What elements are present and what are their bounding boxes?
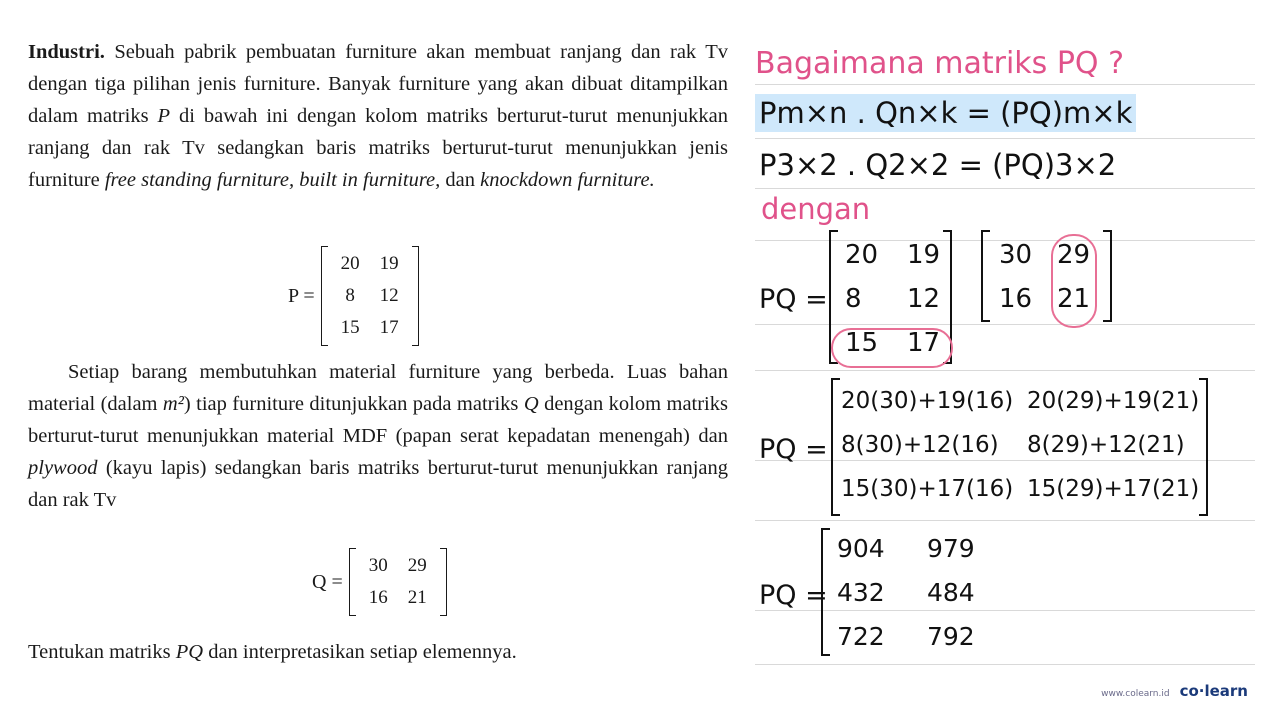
q-bracket-right bbox=[1103, 230, 1112, 322]
expansion-cell: 15(29)+17(21) bbox=[1027, 476, 1200, 502]
matrix-p-row bbox=[331, 312, 409, 344]
matrix-q-cell: 21 bbox=[407, 587, 427, 608]
q-hw-cell: 21 bbox=[1057, 284, 1091, 314]
p-hw-cell: 8 bbox=[845, 284, 862, 314]
result-cell: 432 bbox=[837, 578, 885, 607]
matrix-q-label: Q = bbox=[312, 570, 343, 593]
matrix-p-cell: 19 bbox=[379, 253, 399, 274]
q-hw-cell: 16 bbox=[999, 284, 1033, 314]
pq-label-1: PQ = bbox=[759, 284, 828, 315]
matrix-q-table bbox=[359, 550, 437, 614]
expansion-cell: 8(29)+12(21) bbox=[1027, 432, 1185, 458]
result-cell: 792 bbox=[927, 622, 975, 651]
row-circle-highlight bbox=[831, 328, 953, 368]
ruled-line bbox=[755, 664, 1255, 665]
matrix-q-row bbox=[359, 550, 437, 582]
expand-bracket-left bbox=[831, 378, 840, 516]
matrix-q-cell: 29 bbox=[407, 555, 427, 576]
p-hw-cell: 15 bbox=[845, 328, 879, 358]
matrix-p-cell: 17 bbox=[379, 317, 399, 338]
ruled-line bbox=[755, 460, 1255, 461]
matrix-p-row bbox=[331, 248, 409, 280]
matrix-q-row bbox=[359, 582, 437, 614]
question bbox=[28, 636, 728, 668]
matrix-q-cell: 16 bbox=[368, 587, 388, 608]
q-hw-cell: 29 bbox=[1057, 240, 1091, 270]
footer-url[interactable]: www.colearn.id bbox=[1101, 689, 1170, 699]
ruled-line bbox=[755, 610, 1255, 611]
expansion-cell: 20(30)+19(16) bbox=[841, 388, 1014, 414]
matrix-p-row bbox=[331, 280, 409, 312]
q-hw-cell: 30 bbox=[999, 240, 1033, 270]
p-hw-cell: 20 bbox=[845, 240, 879, 270]
ruled-line bbox=[755, 188, 1255, 189]
solution-heading: Bagaimana matriks PQ ? bbox=[755, 46, 1125, 81]
p-hw-cell: 19 bbox=[907, 240, 941, 270]
matrix-q-cell: 30 bbox=[368, 555, 388, 576]
pq-label-3: PQ = bbox=[759, 580, 828, 611]
footer-branding bbox=[1101, 682, 1248, 700]
problem-paragraph-1: Industri. Sebuah pabrik pembuatan furniture akan membuat ranjang dan rak Tv dengan tiga pilihan jenis furniture. Banyak furniture yang akan dibuat ditampilkan dalam matriks P di bawah ini dengan kolom matriks berturut-turut menunjukkan ranjang dan rak Tv sedangkan baris matriks berturut-turut menunjukkan jenis furniture free standing furniture, built in furniture, dan knockdown furniture. bbox=[28, 41, 728, 191]
matrix-p-table bbox=[331, 248, 409, 344]
matrix-p-cell: 12 bbox=[379, 285, 399, 306]
result-cell: 484 bbox=[927, 578, 975, 607]
rule-specific: P3×2 . Q2×2 = (PQ)3×2 bbox=[759, 148, 1117, 182]
expansion-cell: 20(29)+19(21) bbox=[1027, 388, 1200, 414]
matrix-p-label: P = bbox=[288, 284, 315, 307]
problem-paragraph-2: Setiap barang membutuhkan material furniture yang berbeda. Luas bahan material (dalam m²) tiap furniture ditunjukkan pada matriks Q dengan kolom matriks berturut-turut menunjukkan material MDF (papan serat kepadatan menengah) dan plywood (kayu lapis) sedangkan baris matriks berturut-turut menunjukkan ranjang dan rak Tv bbox=[28, 361, 728, 511]
problem-text-2 bbox=[28, 356, 728, 516]
result-cell: 904 bbox=[837, 534, 885, 563]
ruled-line bbox=[755, 138, 1255, 139]
solution-panel bbox=[755, 40, 1255, 670]
result-bracket-left bbox=[821, 528, 830, 656]
result-cell: 979 bbox=[927, 534, 975, 563]
matrix-p-bracket bbox=[321, 246, 419, 346]
question-text: Tentukan matriks PQ dan interpretasikan setiap elemennya. bbox=[28, 641, 517, 663]
matrix-p-cell: 15 bbox=[340, 317, 360, 338]
ruled-line bbox=[755, 370, 1255, 371]
matrix-q bbox=[312, 548, 447, 616]
expansion-cell: 15(30)+17(16) bbox=[841, 476, 1014, 502]
dengan-label: dengan bbox=[761, 192, 871, 226]
problem-title: Industri. bbox=[28, 41, 105, 63]
rule-general: Pm×n . Qn×k = (PQ)m×k bbox=[755, 94, 1136, 132]
p-hw-cell: 12 bbox=[907, 284, 941, 314]
problem-text bbox=[28, 36, 728, 196]
matrix-q-bracket bbox=[349, 548, 447, 616]
colearn-logo: co·learn bbox=[1179, 682, 1248, 700]
matrix-p bbox=[288, 246, 419, 346]
expand-bracket-right bbox=[1199, 378, 1208, 516]
matrix-p-cell: 20 bbox=[340, 253, 360, 274]
q-bracket-left bbox=[981, 230, 990, 322]
p-hw-cell: 17 bbox=[907, 328, 941, 358]
ruled-line bbox=[755, 520, 1255, 521]
expansion-cell: 8(30)+12(16) bbox=[841, 432, 999, 458]
result-cell: 722 bbox=[837, 622, 885, 651]
matrix-p-cell: 8 bbox=[345, 285, 355, 306]
ruled-line bbox=[755, 84, 1255, 85]
pq-label-2: PQ = bbox=[759, 434, 828, 465]
column-circle-highlight bbox=[1051, 234, 1097, 328]
